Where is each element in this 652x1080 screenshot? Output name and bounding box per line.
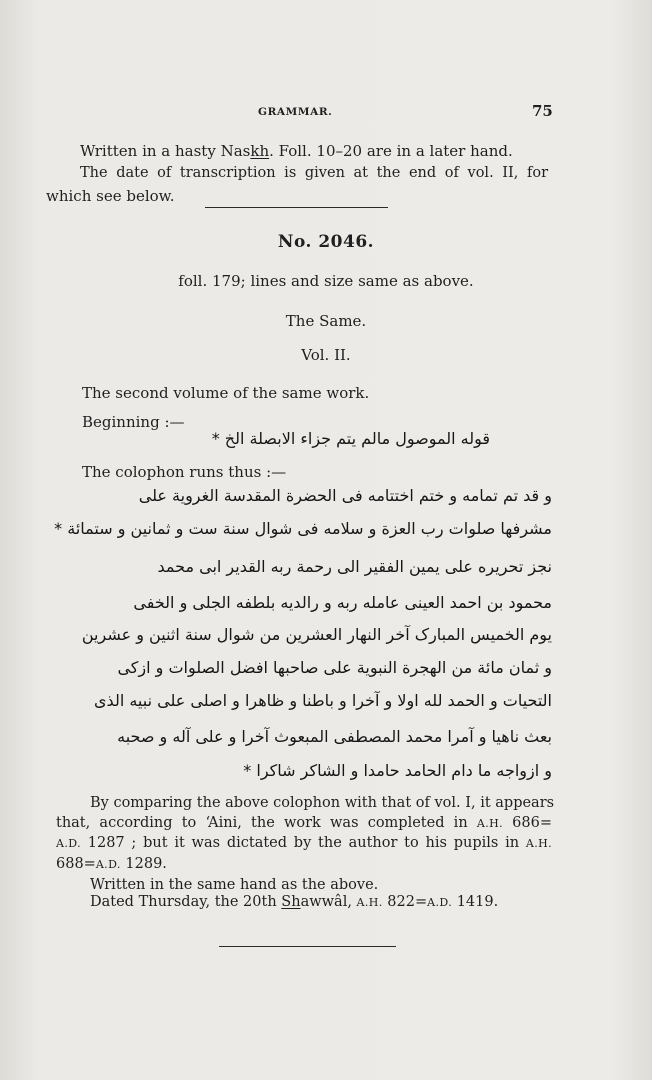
entry-number: No. 2046. [277,232,375,252]
era-ah: A.H. [476,817,503,830]
date-year: 1419. [452,894,499,910]
hand-note: Written in the same hand as the above. [90,877,379,893]
prev-entry-transliteration: kh [250,142,270,160]
colophon-line-8: بعث ناهیا و آمرا محمد المصطفی المبعوث آخرا و علی آله و صحبه [117,727,552,746]
colophon-line-5: یوم الخمیس المبارک آخر النهار العشرین من شوال سنة اثنین و عشرین [81,625,552,644]
running-head [0,104,652,122]
date-note [90,893,498,912]
colophon-line-1: و قد تم تمامه و ختم اختتامه فی الحضرة المقدسة الغروية علی [138,486,552,505]
note-text: that, according to ‘Aini, the work was completed in [56,815,477,831]
colophon-line-9: و ازواجه ما دام الحامد حامدا و الشاکر شاکرا * [243,761,552,780]
note-line-3 [56,834,552,853]
date-text: Dated Thursday, the 20th [90,894,282,910]
colophon-line-6: و ثمان مائة من الهجرة النبویة علی صاحبها افضل الصلوات و ازکی [117,658,552,677]
prev-entry-text-a: Written in a hasty Nas [80,142,251,160]
date-transliteration: Sh [281,894,301,910]
beginning-arabic: قوله الموصول مالم يتم جزاء الابصلة الخ * [211,429,490,448]
colophon-line-2: مشرفها صلوات رب العزة و سلامه فی شوال سنة ست و ثمانین و ستمائة * [54,519,552,538]
page-number: 75 [532,102,553,120]
era-ad: A.D. [427,896,453,909]
entry-summary: The second volume of the same work. [82,384,370,402]
note-text: 1287 ; but it was dictated by the author to his pupils in [80,835,526,851]
note-line-4 [56,855,167,874]
prev-entry-text-b: . Foll. 10–20 are in a later hand. [269,142,513,160]
era-ah: A.H. [356,896,383,909]
entry-volume: Vol. II. [301,346,351,364]
note-year: 1289. [120,856,167,872]
entry-title: The Same. [285,312,367,330]
era-ad: A.D. [95,858,121,871]
colophon-line-4: محمود بن احمد العینی عامله ربه و رالدیه بلطفه الجلی و الخفی [133,593,552,612]
end-divider [219,946,396,947]
colophon-line-3: نجز تحریره علی یمین الفقیر الی رحمة ربه القدیر ابی محمد [157,557,552,576]
beginning-label: Beginning :— [82,413,185,431]
era-ad: A.D. [56,837,81,850]
prev-entry-line-2: The date of transcription is given at the end of vol. II, for [80,165,548,181]
note-line-1: By comparing the above colophon with that of vol. I, it appears [90,795,555,811]
note-year: 686= [502,815,552,831]
colophon-line-7: التحیات و الحمد لله اولا و آخرا و باطنا و ظاهرا و اصلی علی نبیه الذی [94,691,552,710]
era-ah: A.H. [525,837,552,850]
date-text: awwâl, [300,894,357,910]
prev-entry-line-3: which see below. [46,187,175,205]
colophon-label: The colophon runs thus :— [82,463,287,481]
running-head-title: GRAMMAR. [258,106,333,118]
note-line-2 [56,814,552,833]
note-year: 688= [56,856,96,872]
prev-entry-line-1 [80,142,513,160]
entry-description: foll. 179; lines and size same as above. [178,272,474,290]
section-divider [205,207,388,208]
date-year: 822= [382,894,428,910]
